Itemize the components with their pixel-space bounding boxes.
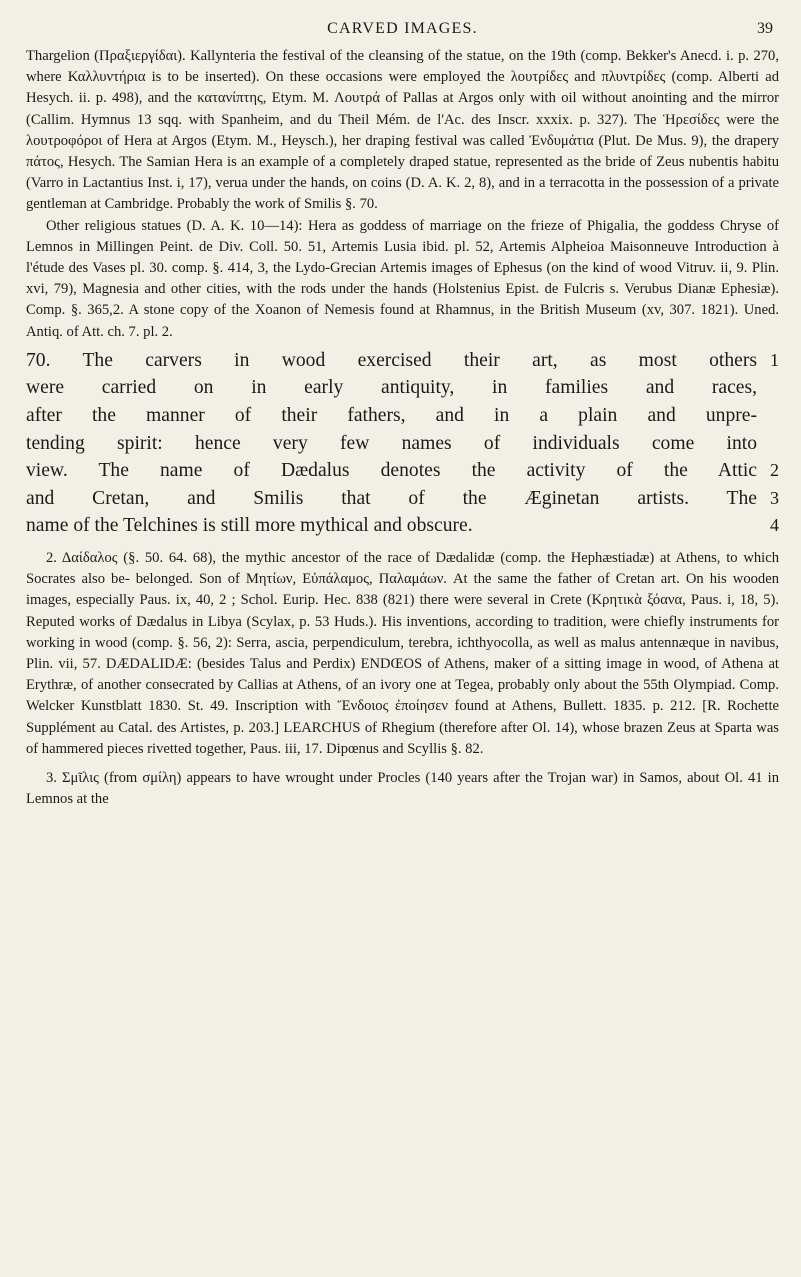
main-text-line-content: view. The name of Dædalus denotes the activity of the Attic	[26, 460, 757, 482]
main-text-line	[26, 374, 779, 402]
page-header	[26, 16, 779, 46]
main-text-line	[26, 347, 779, 375]
footnote-paragraph: Thargelion (Πραξιεργίδαι). Kallynteria the festival of the cleansing of the statue, on the 19th (comp. Bekker's Anecd. i. p. 270, where Καλλυντήρια is to be inserted). On these occasions were employed the λουτρίδες and πλυντρίδες (comp. Alberti ad Hesych. ii. p. 498), and the κατανίπτης, Etym. M. Λουτρά of Pallas at Argos only with oil without anointing and the mirror (Callim. Hymnus 13 sqq. with Spanheim, and du Theil Mém. de l'Ac. des Inscr. xxxix. p. 327). The Ἡρεσίδες were the λουτροφόροι of Hera at Argos (Etym. M., Heysch.), her draping festival was called Ἐνδυμάτια (Plut. De Mus. 9), the drapery πάτος, Hesych. The Samian Hera is an example of a completely draped statue, represented as the bride of Zeus nubentis habitu (Varro in Lactantius Inst. i, 17), verua under the hands, on coins (D. A. K. 2, 8), and in a terracotta in the possession of a private gentleman at Cambridge. Probably the work of Smilis §. 70.	[26, 48, 779, 213]
main-text-line	[26, 430, 779, 458]
section-70-main-text	[26, 347, 779, 540]
main-text-line-content: 70. The carvers in wood exercised their art, as most others	[26, 349, 757, 371]
main-text-line-content: after the manner of their fathers, and in a plain and unpre-	[26, 405, 757, 427]
running-head: CARVED IMAGES.	[327, 20, 478, 37]
main-text-line	[26, 402, 779, 430]
main-text-line-content: tending spirit: hence very few names of individuals come into	[26, 432, 757, 454]
main-text-line	[26, 512, 779, 540]
main-text-line-content: were carried on in early antiquity, in families and races,	[26, 377, 757, 399]
marginal-note-number: 3	[770, 487, 779, 508]
main-text-line	[26, 457, 779, 485]
main-text-line	[26, 485, 779, 513]
footnote-paragraph: Other religious statues (D. A. K. 10—14): Hera as goddess of marriage on the frieze of Phigalia, the goddess Chryse of Lemnos in Millingen Peint. de Div. Coll. 50. 51, Artemis Lusia ibid. pl. 52, Artemis Alpheioa Maisonneuve Introduction à l'étude des Vases pl. 30. comp. §. 414, 3, the Lydo-Grecian Artemis images of Ephesus (on the kind of wood Vitruv. ii, 9. Plin. xvi, 79), Magnesia and other cities, with the rods under the hands (Holstenius Epist. de Fulcris s. Verubus Dianæ Ephesiæ). Comp. §. 365,2. A stone copy of the Xoanon of Nemesis found at Rhamnus, in the British Museum (xv, 307. 1821). Uned. Antiq. of Att. ch. 7. pl. 2.	[26, 217, 779, 340]
main-text-line-content: name of the Telchines is still more mythical and obscure.	[26, 515, 473, 537]
marginal-note-number: 2	[770, 460, 779, 481]
marginal-note-number: 4	[770, 515, 779, 536]
subnote-2-daedalus: 2. Δαίδαλος (§. 50. 64. 68), the mythic ancestor of the race of Dædalidæ (comp. the Hephæstiadæ) at Athens, to which Socrates also be- belonged. Son of Μητίων, Εὐπάλαμος, Παλαμάων. At the same the father of Cretan art. On his wooden images, especially Paus. ix, 40, 2 ; Schol. Eurip. Hec. 838 (821) there were several in Crete (Κρητικὰ ξόανα, Paus. i, 18, 5). Reputed works of Dædalus in Libya (Scylax, p. 53 Huds.). His inventions, according to tradition, were chiefly instruments for working in wood (comp. §. 56, 2): Serra, ascia, perpendiculum, terebra, ichthyocolla, as well as malus antennæque in navibus, Plin. vii, 57. DÆDALIDÆ: (besides Talus and Perdix) ENDŒOS of Athens, maker of a sitting image in wood, of Athena at Erythræ, of another consecrated by Callias at Athens, of an ivory one at Tegea, probably only about the 55th Olympiad. Comp. Welcker Kunstblatt 1830. St. 49. Inscription with Ἔνδοιος ἐποίησεν found at Athens, Bullett. 1835. p. 212. [R. Rochette Supplément au Catal. des Artistes, p. 203.] LEARCHUS of Rhegium (therefore after Ol. 14), whose brazen Zeus at Sparta was of hammered pieces rivetted together, Paus. iii, 17. Dipœnus and Scyllis §. 82.	[26, 550, 779, 757]
main-text-line-content: and Cretan, and Smilis that of the Æginetan artists. The	[26, 487, 757, 509]
marginal-note-number: 1	[770, 349, 779, 370]
subnote-3-smilis: 3. Σμῖλις (from σμίλη) appears to have wrought under Procles (140 years after the Trojan war) in Samos, about Ol. 41 in Lemnos at the	[26, 770, 779, 808]
page-number: 39	[757, 20, 773, 37]
